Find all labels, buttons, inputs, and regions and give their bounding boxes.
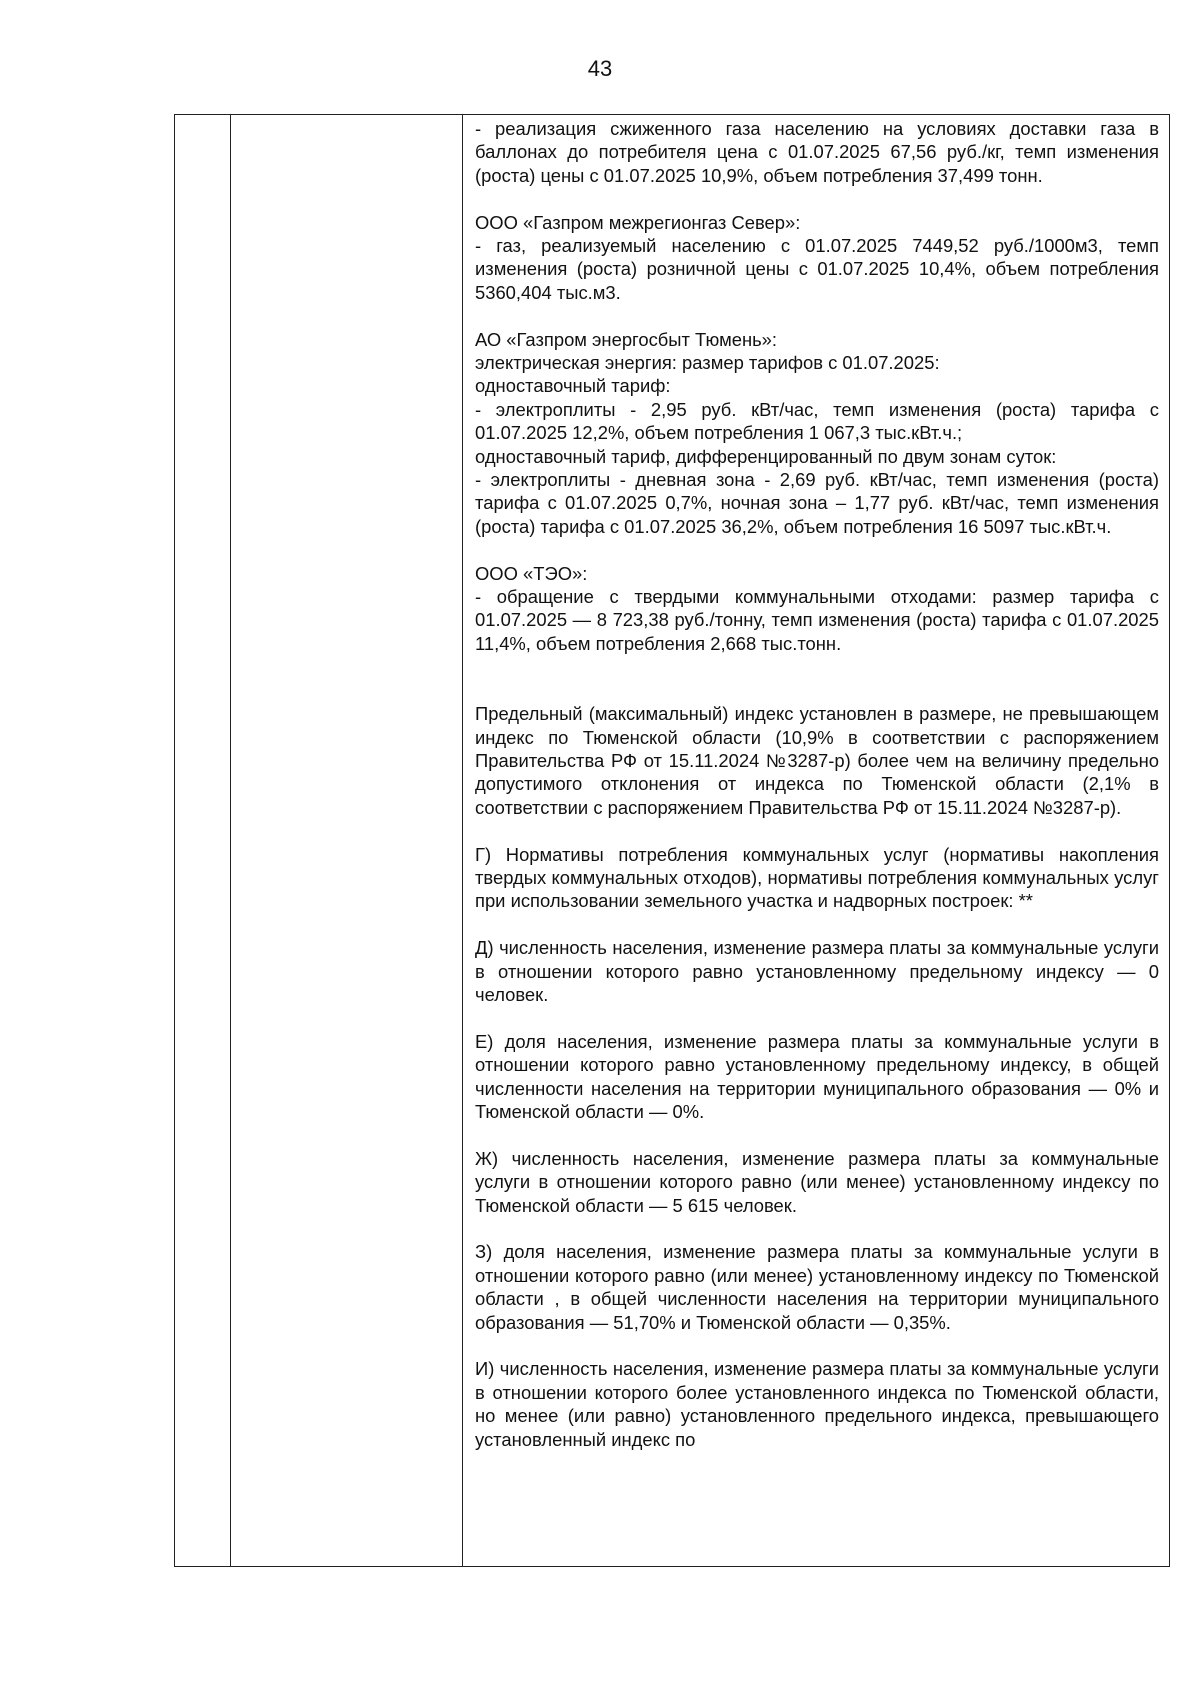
table-cell-content xyxy=(463,115,1170,1567)
paragraph-item-i: И) численность населения, изменение размера платы за коммунальные услуги в отношении которого более установленного индекса по Тюменской области, но менее (или равно) установленного предельного индекса, превышающего установленный индекс по xyxy=(475,1358,1159,1450)
paragraph-mrg-title: ООО «Газпром межрегионгаз Север»: xyxy=(475,211,801,233)
paragraph-item-zh: Ж) численность населения, изменение размера платы за коммунальные услуги в отношении которого равно (или менее) установленному индексу по Тюменской области — 5 615 человек. xyxy=(475,1147,1159,1216)
paragraph-item-g: Г) Нормативы потребления коммунальных услуг (нормативы накопления твердых коммунальных отходов), нормативы потребления коммунальных услуг при использовании земельного участка и надворных построек: ** xyxy=(475,843,1159,912)
table-cell-name xyxy=(231,115,463,1567)
paragraph-gazprom-balloons: - реализация сжиженного газа населению на условиях доставки газа в баллонах до потребителя цена с 01.07.2025 67,56 руб./кг, темп изменения (роста) цены с 01.07.2025 10,9%, объем потребления 37,499 тонн. xyxy=(475,118,1159,186)
paragraph-energo-line2: одноставочный тариф: xyxy=(475,375,671,397)
paragraph-energo-line1: электрическая энергия: размер тарифов с 01.07.2025: xyxy=(475,352,940,374)
paragraph-energo-line3: - электроплиты - 2,95 руб. кВт/час, темп изменения (роста) тарифа с 01.07.2025 12,2%, объем потребления 1 067,3 тыс.кВт.ч.; xyxy=(475,398,1159,444)
paragraph-item-d: Д) численность населения, изменение размера платы за коммунальные услуги в отношении которого равно установленному предельному индексу — 0 человек. xyxy=(475,937,1159,1005)
paragraph-energo-line4: одноставочный тариф, дифференцированный по двум зонам суток: xyxy=(475,445,1057,467)
page-number: 43 xyxy=(587,56,613,81)
paragraph-item-z: З) доля населения, изменение размера платы за коммунальные услуги в отношении которого равно (или менее) установленному индексу по Тюменской области , в общей численности населения на территории муниципального образования — 51,70% и Тюменской области — 0,35%. xyxy=(475,1241,1159,1333)
paragraph-energo-title: АО «Газпром энергосбыт Тюмень»: xyxy=(475,328,778,350)
paragraph-mrg-gas: - газ, реализуемый населению с 01.07.2025 7449,52 руб./1000м3, темп изменения (роста) розничной цены с 01.07.2025 10,4%, объем потребления 5360,404 тыс.м3. xyxy=(475,235,1159,303)
paragraph-item-e: Е) доля населения, изменение размера платы за коммунальные услуги в отношении которого равно установленному предельному индексу, в общей численности населения на территории муниципального образования — 0% и Тюменской области — 0%. xyxy=(475,1030,1159,1122)
paragraph-limit-index: Предельный (максимальный) индекс установлен в размере, не превышающем индекс по Тюменской области (10,9% в соответствии с распоряжением Правительства РФ от 15.11.2024 №3287-р) более чем на величину предельно допустимого отклонения от индекса по Тюменской области (2,1% в соответствии с распоряжением Правительства РФ от 15.11.2024 №3287-р). xyxy=(475,703,1159,818)
document-table xyxy=(174,114,1170,1567)
table-row xyxy=(175,115,1170,1567)
paragraph-teo-title: ООО «ТЭО»: xyxy=(475,562,588,584)
content-text xyxy=(463,115,1169,1451)
table-cell-number xyxy=(175,115,231,1567)
paragraph-energo-line5: - электроплиты - дневная зона - 2,69 руб. кВт/час, темп изменения (роста) тарифа с 01.07.2025 0,7%, ночная зона – 1,77 руб. кВт/час, темп изменения (роста) тарифа с 01.07.2025 36,2%, объем потребления 16 5097 тыс.кВт.ч. xyxy=(475,469,1159,537)
paragraph-teo-line: - обращение с твердыми коммунальными отходами: размер тарифа с 01.07.2025 — 8 723,38 руб./тонну, темп изменения (роста) тарифа с 01.07.2025 11,4%, объем потребления 2,668 тыс.тонн. xyxy=(475,586,1159,654)
